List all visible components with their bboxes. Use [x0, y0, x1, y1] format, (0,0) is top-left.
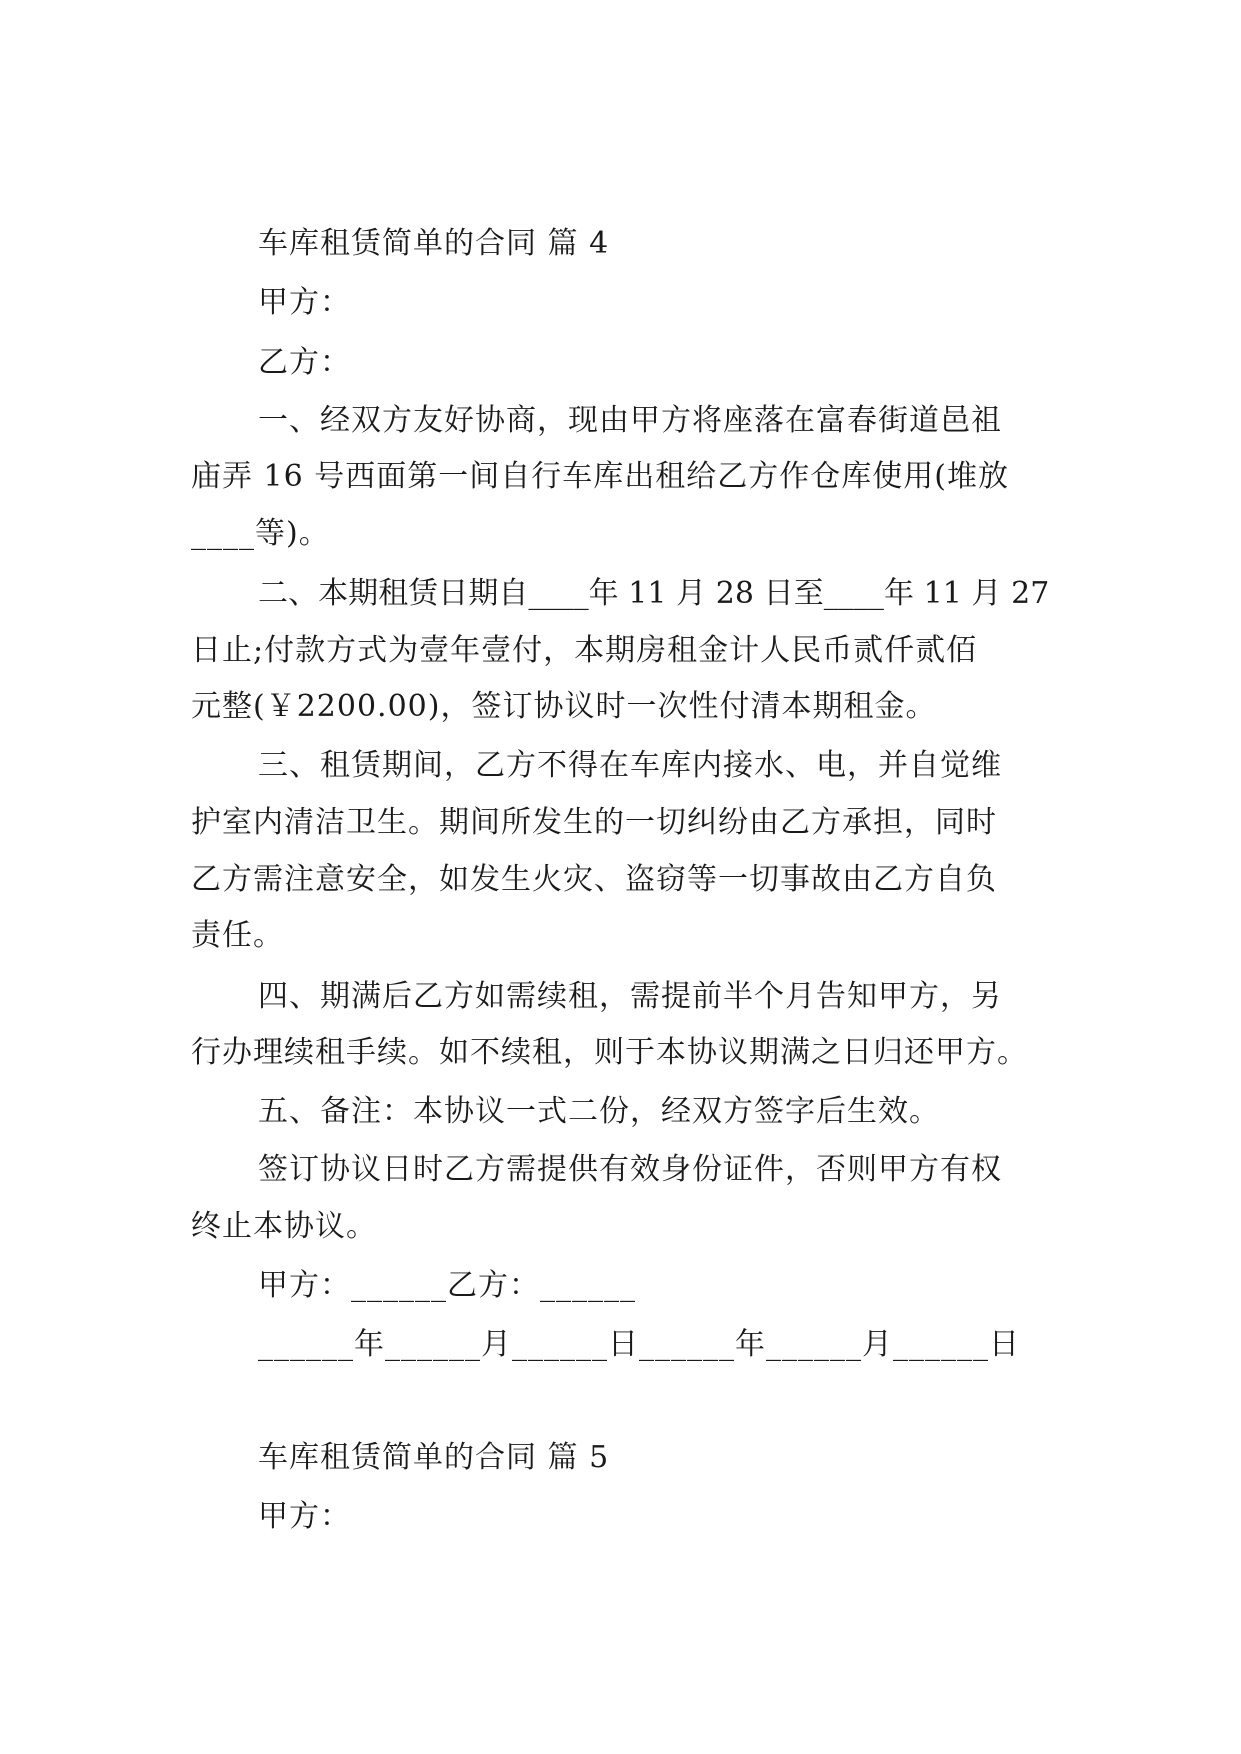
party-a-label: 甲方： [258, 285, 351, 320]
clause-2-line-3: 元整(￥2200.00)，签订协议时一次性付清本期租金。 [191, 689, 937, 724]
party-b-label: 乙方： [258, 345, 351, 380]
section-4-heading: 车库租赁简单的合同 篇 4 [258, 226, 610, 261]
clause-3-line-4: 责任。 [191, 918, 284, 953]
clause-6-line-2: 终止本协议。 [191, 1209, 377, 1244]
clause-5: 五、备注：本协议一式二份，经双方签字后生效。 [258, 1094, 940, 1129]
clause-4-line-2: 行办理续租手续。如不续租，则于本协议期满之日归还甲方。 [191, 1035, 1028, 1070]
clause-3-line-3: 乙方需注意安全，如发生火灾、盗窃等一切事故由乙方自负 [191, 862, 997, 897]
date-line: ______年______月______日______年______月______日 [258, 1327, 1020, 1362]
clause-2-line-1: 二、本期租赁日期自____年 11 月 28 日至____年 11 月 27 [258, 576, 1050, 611]
section-5-party-a-label: 甲方： [258, 1499, 351, 1534]
clause-1-line-1: 一、经双方友好协商，现由甲方将座落在富春街道邑祖 [258, 403, 1002, 438]
clause-1-line-2: 庙弄 16 号西面第一间自行车库出租给乙方作仓库使用(堆放 [191, 459, 1009, 494]
clause-3-line-1: 三、租赁期间，乙方不得在车库内接水、电，并自觉维 [258, 748, 1002, 783]
clause-3-line-2: 护室内清洁卫生。期间所发生的一切纠纷由乙方承担，同时 [191, 805, 997, 840]
clause-1-line-3: ____等)。 [191, 516, 330, 551]
clause-2-line-2: 日止;付款方式为壹年壹付，本期房租金计人民币贰仟贰佰 [191, 633, 978, 668]
section-5-heading: 车库租赁简单的合同 篇 5 [258, 1440, 610, 1475]
signature-line: 甲方：______乙方：______ [258, 1268, 636, 1303]
clause-4-line-1: 四、期满后乙方如需续租，需提前半个月告知甲方，另 [258, 979, 1002, 1014]
clause-6-line-1: 签订协议日时乙方需提供有效身份证件，否则甲方有权 [258, 1152, 1002, 1187]
